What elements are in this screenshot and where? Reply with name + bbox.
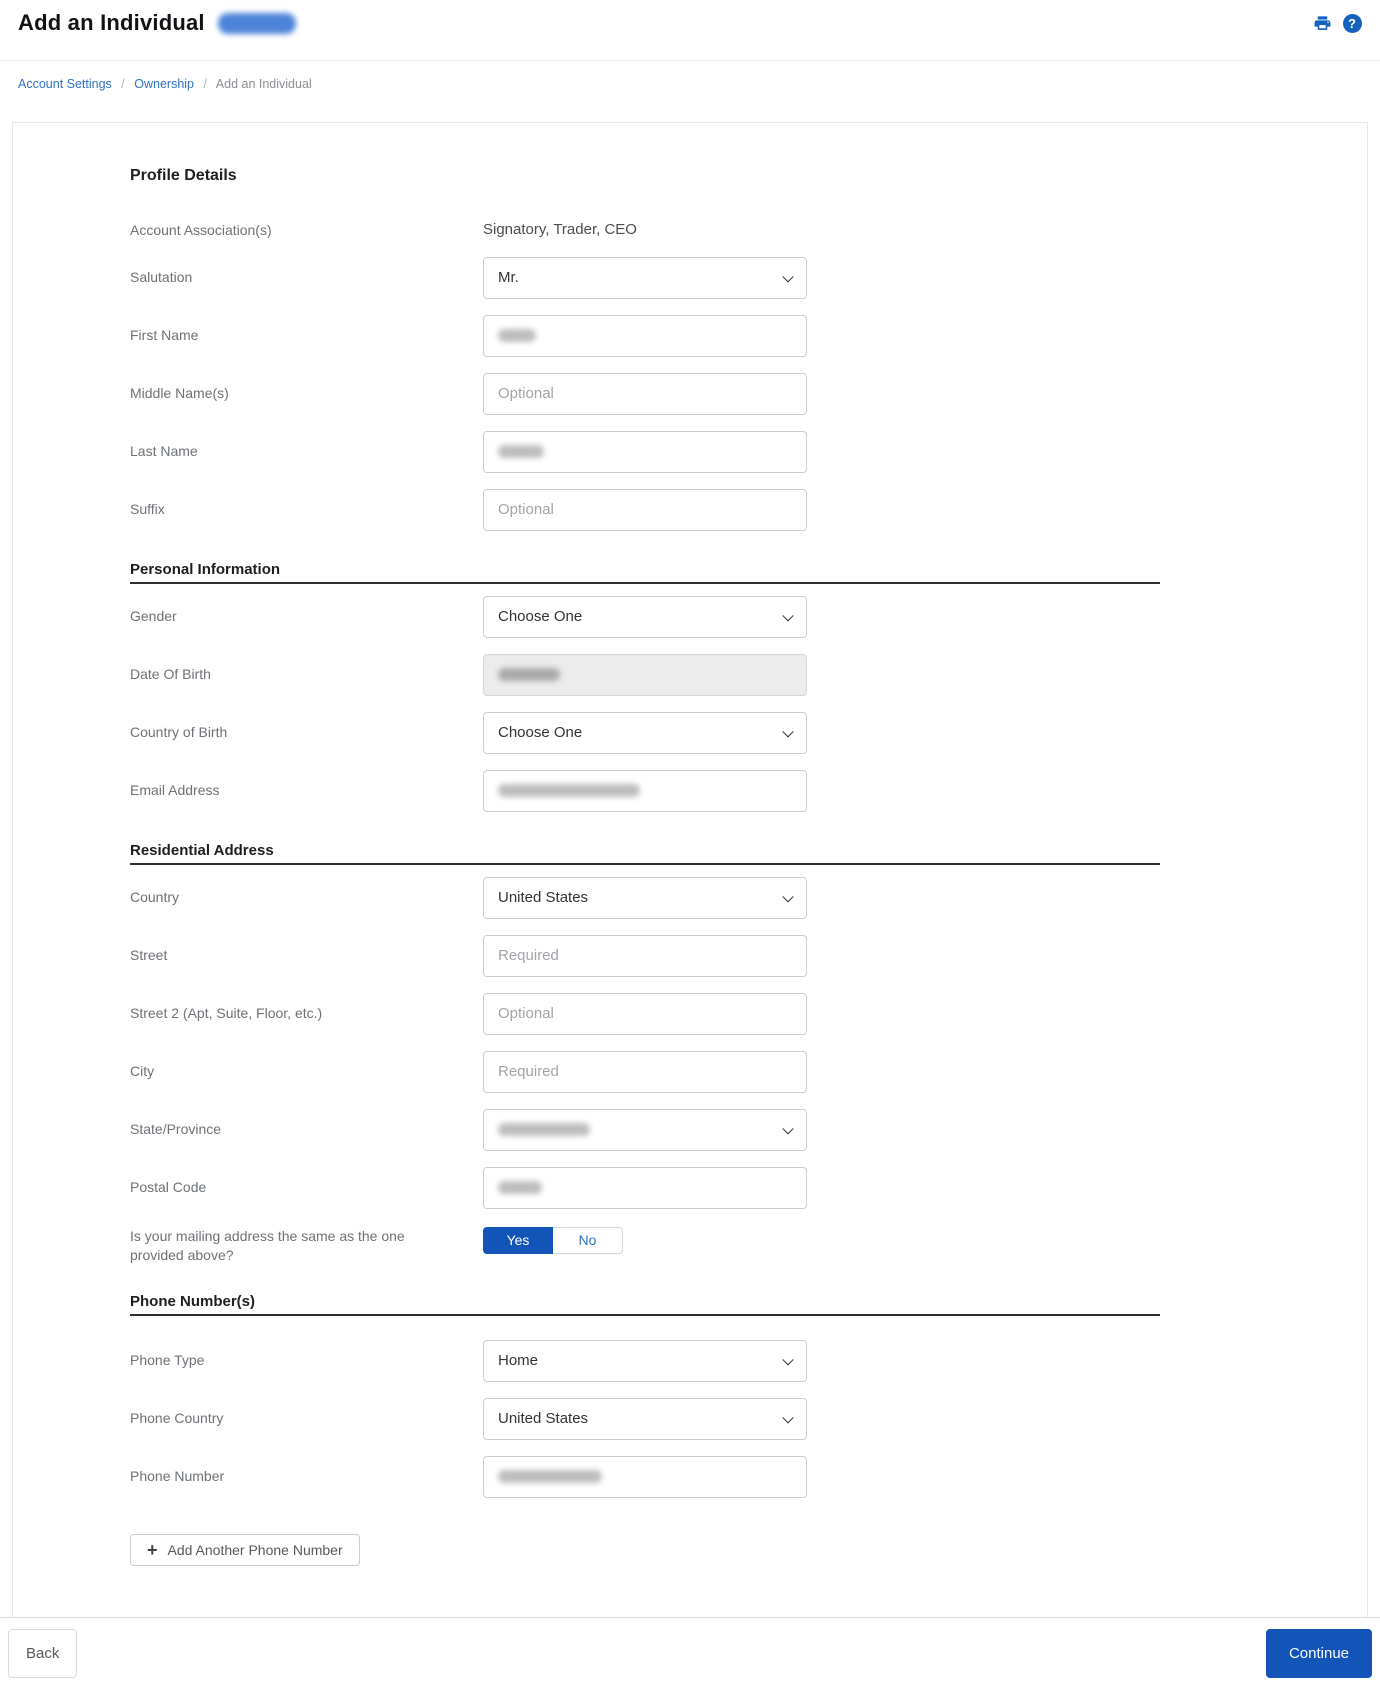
phone-type-selected-value: Home: [498, 1352, 539, 1370]
page-title: Add an Individual: [18, 10, 205, 35]
suffix-input[interactable]: [483, 489, 807, 531]
redacted-value: [498, 668, 560, 681]
phone-type-select[interactable]: [483, 1340, 807, 1382]
first-name-row: [130, 315, 1160, 357]
last-name-field[interactable]: [483, 431, 807, 473]
redacted-value: [498, 445, 544, 458]
country-label: Country: [130, 888, 180, 905]
date-of-birth-label: Date Of Birth: [130, 665, 211, 682]
redacted-value: [498, 1470, 602, 1483]
mailing-same-row: [130, 1225, 1160, 1265]
section-personal-information: Personal Information: [130, 560, 281, 578]
street-row: [130, 935, 1160, 977]
printer-icon[interactable]: [1312, 13, 1332, 33]
date-of-birth-field: [483, 654, 807, 696]
middle-name-row: [130, 373, 1160, 415]
mailing-same-label: Is your mailing address the same as the one provided above?: [130, 1227, 405, 1263]
breadcrumb-separator: /: [203, 77, 207, 91]
add-another-phone-button[interactable]: [130, 1534, 360, 1566]
continue-button[interactable]: Continue: [1266, 1629, 1372, 1678]
breadcrumb-ownership[interactable]: Ownership: [134, 77, 195, 91]
suffix-row: [130, 489, 1160, 531]
section-divider: [130, 863, 1160, 865]
last-name-row: [130, 431, 1160, 473]
top-bar: [0, 0, 1380, 61]
first-name-label: First Name: [130, 326, 199, 343]
back-button[interactable]: Back: [8, 1629, 77, 1678]
phone-number-row: [130, 1456, 1160, 1498]
city-input[interactable]: [483, 1051, 807, 1093]
breadcrumb-current: Add an Individual: [215, 77, 312, 91]
country-select[interactable]: [483, 877, 807, 919]
section-divider: [130, 1314, 1160, 1316]
street-input[interactable]: [483, 935, 807, 977]
email-row: [130, 770, 1160, 812]
gender-select[interactable]: [483, 596, 807, 638]
mailing-same-toggle: [483, 1227, 623, 1254]
account-association-row: [130, 221, 1160, 240]
gender-row: [130, 596, 1160, 638]
suffix-label: Suffix: [130, 500, 165, 517]
country-row: [130, 877, 1160, 919]
mailing-same-no-button[interactable]: No: [553, 1227, 623, 1254]
entity-link-redacted[interactable]: [218, 13, 296, 34]
country-of-birth-selected-value: Choose One: [498, 724, 583, 742]
breadcrumb-separator: /: [121, 77, 125, 91]
phone-country-selected-value: United States: [498, 1410, 589, 1428]
form-card: [12, 122, 1368, 1617]
street2-input[interactable]: [483, 993, 807, 1035]
country-selected-value: United States: [498, 889, 589, 907]
salutation-selected-value: Mr.: [498, 269, 519, 287]
salutation-select[interactable]: [483, 257, 807, 299]
phone-country-select[interactable]: [483, 1398, 807, 1440]
street2-label: Street 2 (Apt, Suite, Floor, etc.): [130, 1004, 323, 1021]
country-of-birth-label: Country of Birth: [130, 723, 228, 740]
last-name-label: Last Name: [130, 442, 198, 459]
street2-row: [130, 993, 1160, 1035]
middle-name-label: Middle Name(s): [130, 384, 229, 401]
country-of-birth-row: [130, 712, 1160, 754]
phone-country-row: [130, 1398, 1160, 1440]
chevron-down-icon: [782, 1412, 793, 1423]
salutation-label: Salutation: [130, 268, 193, 285]
redacted-value: [498, 1123, 590, 1136]
gender-label: Gender: [130, 607, 177, 624]
phone-number-label: Phone Number: [130, 1467, 225, 1484]
street-label: Street: [130, 946, 168, 963]
city-label: City: [130, 1062, 155, 1079]
date-of-birth-row: [130, 654, 1160, 696]
chevron-down-icon: [782, 271, 793, 282]
footer-bar: [0, 1617, 1380, 1689]
breadcrumb: [0, 61, 1380, 122]
state-province-select[interactable]: [483, 1109, 807, 1151]
account-association-value: Signatory, Trader, CEO: [483, 221, 637, 238]
section-divider: [130, 582, 1160, 584]
breadcrumb-account-settings[interactable]: Account Settings: [18, 77, 112, 91]
redacted-value: [498, 1181, 542, 1194]
redacted-value: [498, 784, 640, 797]
chevron-down-icon: [782, 1123, 793, 1134]
help-icon[interactable]: ?: [1342, 13, 1362, 33]
chevron-down-icon: [782, 1354, 793, 1365]
phone-country-label: Phone Country: [130, 1409, 224, 1426]
middle-name-input[interactable]: [483, 373, 807, 415]
email-label: Email Address: [130, 781, 220, 798]
first-name-field[interactable]: [483, 315, 807, 357]
section-phone-numbers: Phone Number(s): [130, 1292, 256, 1310]
state-province-row: [130, 1109, 1160, 1151]
phone-type-label: Phone Type: [130, 1351, 205, 1368]
gender-selected-value: Choose One: [498, 608, 583, 626]
section-residential-address: Residential Address: [130, 841, 274, 859]
postal-code-field[interactable]: [483, 1167, 807, 1209]
chevron-down-icon: [782, 610, 793, 621]
state-province-label: State/Province: [130, 1120, 222, 1137]
postal-code-row: [130, 1167, 1160, 1209]
city-row: [130, 1051, 1160, 1093]
section-profile-details: Profile Details: [130, 167, 237, 184]
chevron-down-icon: [782, 891, 793, 902]
redacted-value: [498, 329, 536, 342]
phone-type-row: [130, 1340, 1160, 1382]
country-of-birth-select[interactable]: [483, 712, 807, 754]
account-association-label: Account Association(s): [130, 222, 272, 238]
postal-code-label: Postal Code: [130, 1178, 207, 1195]
plus-icon: +: [147, 1539, 158, 1560]
chevron-down-icon: [782, 726, 793, 737]
mailing-same-yes-button[interactable]: Yes: [483, 1227, 553, 1254]
add-another-phone-label: Add Another Phone Number: [167, 1541, 343, 1558]
salutation-row: [130, 257, 1160, 299]
phone-number-field[interactable]: [483, 1456, 807, 1498]
email-field[interactable]: [483, 770, 807, 812]
